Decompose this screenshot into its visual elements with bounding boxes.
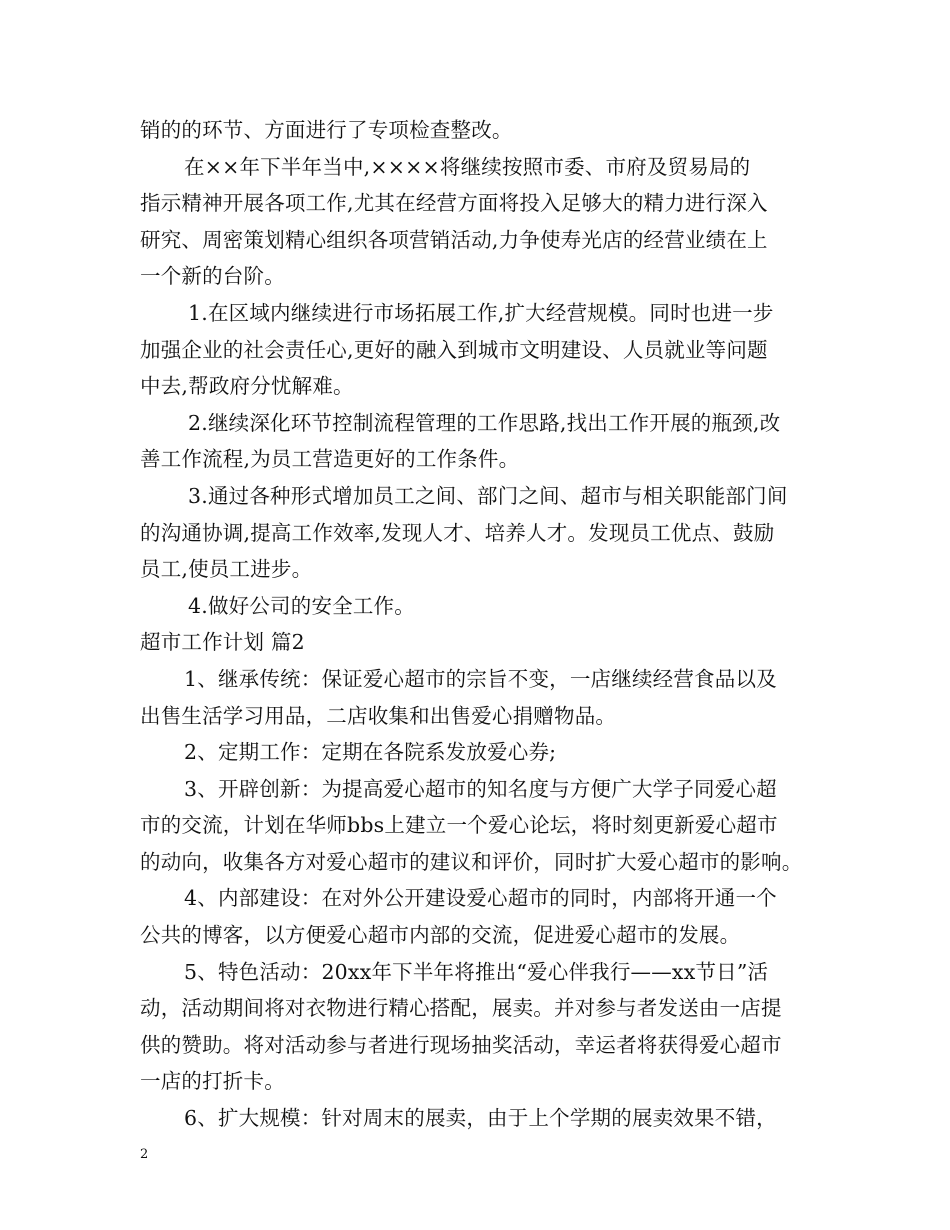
text-line: 出售生活学习用品，二店收集和出售爱心捐赠物品。 xyxy=(140,703,617,728)
text-line: 6、扩大规模：针对周末的展卖，由于上个学期的展卖效果不错， xyxy=(184,1106,777,1131)
text-line: 加强企业的社会责任心,更好的融入到城市文明建设、人员就业等问题 xyxy=(140,337,768,362)
text-line: 3、开辟创新：为提高爱心超市的知名度与方便广大学子同爱心超 xyxy=(184,776,777,801)
text-line: 员工,使员工进步。 xyxy=(140,557,313,582)
text-line: 在××年下半年当中,××××将继续按照市委、市府及贸易局的 xyxy=(184,154,751,179)
text-line: 一店的打折卡。 xyxy=(140,1069,285,1094)
text-line: 1.在区域内继续进行市场拓展工作,扩大经营规模。同时也进一步 xyxy=(188,300,774,325)
text-line: 指示精神开展各项工作,尤其在经营方面将投入足够大的精力进行深入 xyxy=(140,191,768,216)
text-line: 超市工作计划 篇2 xyxy=(140,630,305,655)
text-line: 市的交流，计划在华师bbs上建立一个爱心论坛，将时刻更新爱心超市 xyxy=(140,813,778,838)
text-line: 4、内部建设：在对外公开建设爱心超市的同时，内部将开通一个 xyxy=(184,886,777,911)
text-line: 3.通过各种形式增加员工之间、部门之间、超市与相关职能部门间 xyxy=(188,483,788,508)
text-line: 5、特色活动：20xx年下半年将推出“爱心伴我行——xx节日”活 xyxy=(184,959,769,984)
text-line: 的动向，收集各方对爱心超市的建议和评价，同时扩大爱心超市的影响。 xyxy=(140,849,803,874)
page-number: 2 xyxy=(140,1147,149,1162)
text-line: 2、定期工作：定期在各院系发放爱心券; xyxy=(184,740,557,765)
text-line: 一个新的台阶。 xyxy=(140,264,285,289)
text-line: 的沟通协调,提高工作效率,发现人才、培养人才。发现员工优点、鼓励 xyxy=(140,520,775,545)
text-line: 销的的环节、方面进行了专项检查整改。 xyxy=(140,118,513,142)
text-line: 公共的博客，以方便爱心超市内部的交流，促进爱心超市的发展。 xyxy=(140,923,741,948)
text-line: 研究、周密策划精心组织各项营销活动,力争使寿光店的经营业绩在上 xyxy=(140,227,768,252)
document-body xyxy=(140,112,820,1137)
text-line: 动，活动期间将对衣物进行精心搭配，展卖。并对参与者发送由一店提 xyxy=(140,996,782,1021)
text-line: 2.继续深化环节控制流程管理的工作思路,找出工作开展的瓶颈,改 xyxy=(188,410,781,435)
text-line: 中去,帮政府分忧解难。 xyxy=(140,374,354,399)
text-line: 1、继承传统：保证爱心超市的宗旨不变，一店继续经营食品以及 xyxy=(184,666,777,691)
text-line: 供的赞助。将对活动参与者进行现场抽奖活动，幸运者将获得爱心超市 xyxy=(140,1032,782,1057)
text-line: 善工作流程,为员工营造更好的工作条件。 xyxy=(140,447,520,472)
text-line: 4.做好公司的安全工作。 xyxy=(188,593,415,618)
